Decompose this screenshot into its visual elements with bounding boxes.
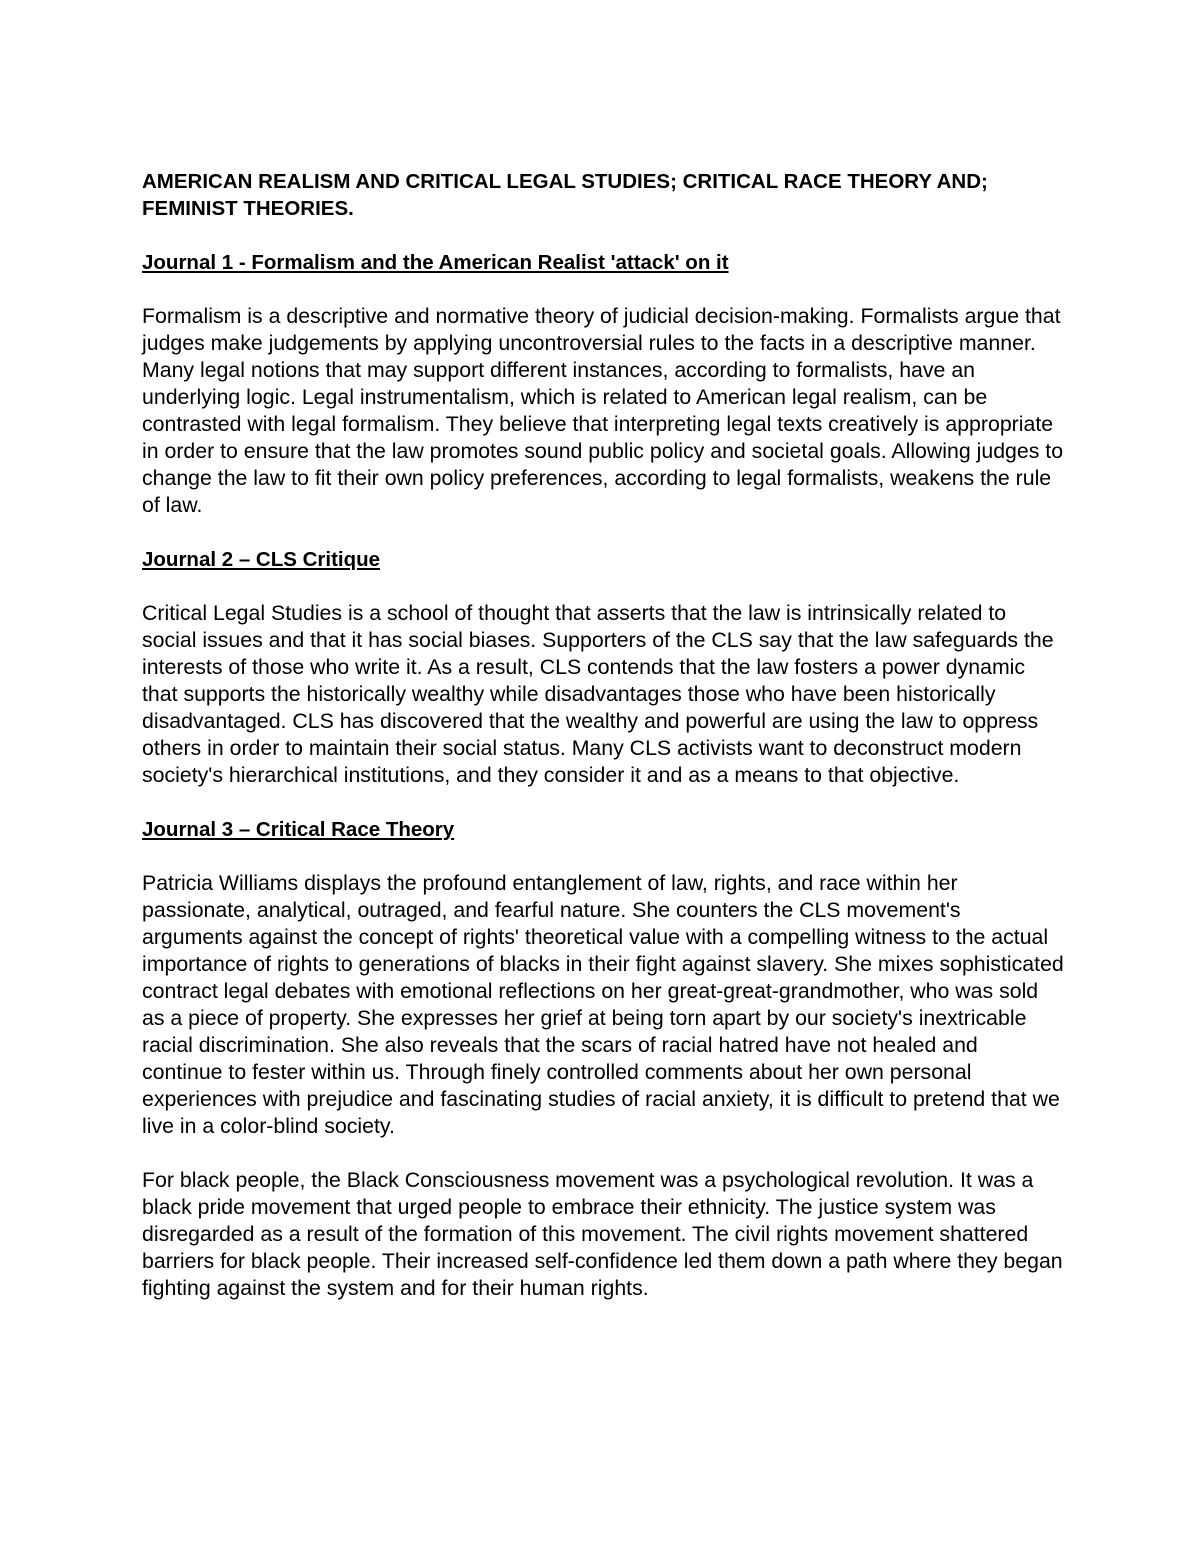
journal-3-section <box>142 816 1064 1302</box>
document-body <box>142 168 1064 1329</box>
journal-3-heading: Journal 3 – Critical Race Theory <box>142 818 455 841</box>
journal-1-paragraph: Formalism is a descriptive and normative theory of judicial decision-making. Formalists argue that judges make judgements by applying uncontroversial rules to the facts in a descriptive manner. Many legal notions that may support different instances, according to formalists, have an underlying logic. Legal instrumentalism, which is related to American legal realism, can be contrasted with legal formalism. They believe that interpreting legal texts creatively is appropriate in order to ensure that the law promotes sound public policy and societal goals. Allowing judges to change the law to fit their own policy preferences, according to legal formalists, weakens the rule of law. <box>142 304 1064 517</box>
journal-1-heading: Journal 1 - Formalism and the American Realist 'attack' on it <box>142 251 729 274</box>
journal-2-heading: Journal 2 – CLS Critique <box>142 548 381 571</box>
journal-1-section <box>142 249 1064 519</box>
document-title: AMERICAN REALISM AND CRITICAL LEGAL STUDIES; CRITICAL RACE THEORY AND; FEMINIST THEORIES. <box>142 170 988 220</box>
journal-2-paragraph: Critical Legal Studies is a school of thought that asserts that the law is intrinsically related to social issues and that it has social biases. Supporters of the CLS say that the law safeguards the interests of those who write it. As a result, CLS contends that the law fosters a power dynamic that supports the historically wealthy while disadvantages those who have been historically disadvantaged. CLS has discovered that the wealthy and powerful are using the law to oppress others in order to maintain their social status. Many CLS activists want to deconstruct modern society's hierarchical institutions, and they consider it and as a means to that objective. <box>142 601 1054 787</box>
journal-3-paragraph-2: For black people, the Black Consciousness movement was a psychological revolution. It was a black pride movement that urged people to embrace their ethnicity. The justice system was disregarded as a result of the formation of this movement. The civil rights movement shattered barriers for black people. Their increased self-confidence led them down a path where they began fighting against the system and for their human rights. <box>142 1168 1063 1300</box>
journal-3-paragraph-1: Patricia Williams displays the profound entanglement of law, rights, and race within her passionate, analytical, outraged, and fearful nature. She counters the CLS movement's arguments against the concept of rights' theoretical value with a compelling witness to the actual importance of rights to generations of blacks in their fight against slavery. She mixes sophisticated contract legal debates with emotional reflections on her great-great-grandmother, who was sold as a piece of property. She expresses her grief at being torn apart by our society's inextricable racial discrimination. She also reveals that the scars of racial hatred have not healed and continue to fester within us. Through finely controlled comments about her own personal experiences with prejudice and fascinating studies of racial anxiety, it is difficult to pretend that we live in a color-blind society. <box>142 871 1064 1138</box>
journal-2-section <box>142 546 1064 789</box>
